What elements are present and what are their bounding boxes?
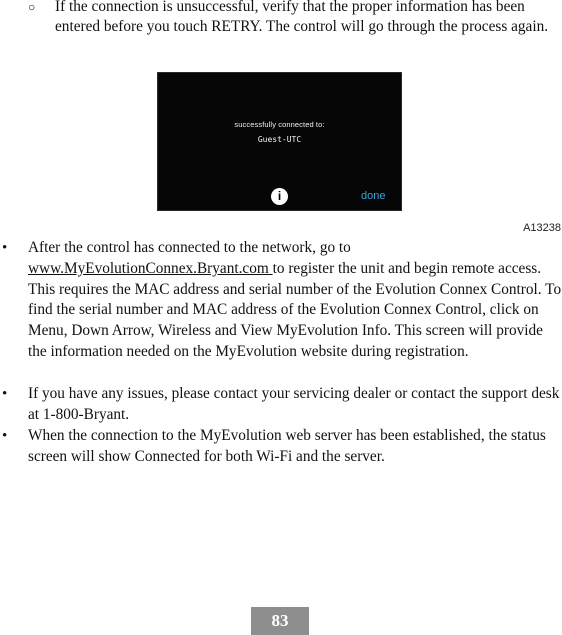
registration-text-prefix: After the control has connected to the network, go to: [28, 239, 351, 256]
connection-status-text: When the connection to the MyEvolution web server has been established, the status screen will show Connected for both Wi‐Fi and the server.: [28, 427, 546, 465]
bullet-dot: •: [2, 428, 8, 444]
done-button[interactable]: done: [361, 190, 386, 202]
page-number: 83: [251, 607, 309, 635]
bullet-dot: •: [2, 240, 8, 256]
info-icon[interactable]: i: [271, 188, 288, 205]
registration-link[interactable]: www.MyEvolutionConnex.Bryant.com: [28, 259, 273, 277]
figure-id: A13238: [523, 222, 561, 234]
registration-instructions: [28, 238, 562, 363]
registration-text-suffix: to register the unit and begin remote access. This requires the MAC address and serial number of the Evolution Connex Control. To find the serial number and MAC address of the Evolution Connex Control, click on Menu, Down Arrow, Wireless and View MyEvolution Info. This screen will provide the information needed on the MyEvolution website during registration.: [28, 259, 562, 360]
bullet-dot: •: [2, 386, 8, 402]
circle-bullet: ○: [28, 0, 36, 14]
network-ssid: Guest-UTC: [257, 135, 302, 144]
support-text: If you have any issues, please contact your servicing dealer or contact the support desk at 1‐800‐Bryant.: [28, 385, 560, 423]
connection-message: successfully connected to:: [234, 120, 325, 129]
thermostat-screen-figure: [157, 72, 402, 211]
retry-note-text: If the connection is unsuccessful, verify that the proper information has been entered before you touch RETRY. The control will go through the process again.: [55, 0, 549, 35]
